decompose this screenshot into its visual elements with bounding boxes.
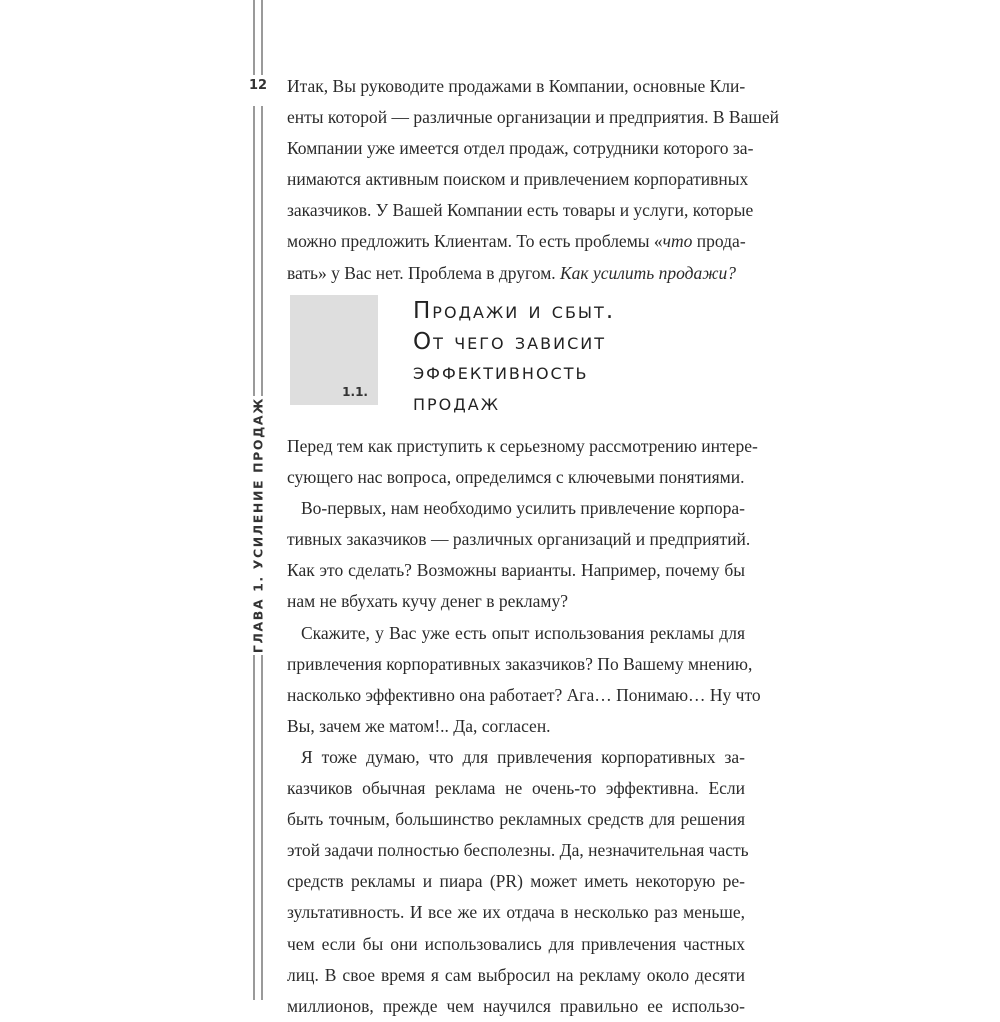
text-line: Вы, зачем же матом!.. Да, согласен. xyxy=(287,715,551,736)
text-line: зультативность. И все же их отдача в несколько раз меньше, xyxy=(287,902,745,923)
text-line xyxy=(287,258,745,289)
text-line: казчиков обычная реклама не очень-то эффективна. Если xyxy=(287,778,745,799)
text-line: средств рекламы и пиара (PR) может иметь некоторую ре- xyxy=(287,871,745,892)
text-segment: Итак, Вы руководите продажами в Компании, основные Кли- xyxy=(287,76,746,96)
margin-rule xyxy=(253,106,255,396)
text-line: насколько эффективно она работает? Ага… Понимаю… Ну что xyxy=(287,684,761,705)
text-line: этой задачи полностью бесполезны. Да, незначительная часть xyxy=(287,840,749,861)
text-line: Скажите, у Вас уже есть опыт использования рекламы для xyxy=(301,622,745,643)
text-line: миллионов, прежде чем научился правильно ее использо- xyxy=(287,995,745,1016)
text-line xyxy=(287,71,745,102)
text-segment: Компании уже имеется отдел продаж, сотрудники которого за- xyxy=(287,138,754,159)
text-line: Как это сделать? Возможны варианты. Например, почему бы xyxy=(287,560,745,581)
margin-rule xyxy=(261,655,263,1000)
text-line: тивных заказчиков — различных организаций и предприятий. xyxy=(287,529,751,550)
text-segment: нимаются активным поиском и привлечением корпоративных xyxy=(287,169,749,190)
italic-text: что xyxy=(662,231,693,252)
margin-rule xyxy=(261,106,263,396)
italic-text: Как усилить продажи? xyxy=(560,262,737,283)
text-line xyxy=(287,102,779,133)
margin-rule xyxy=(261,0,263,75)
text-line: Я тоже думаю, что для привлечения корпоративных за- xyxy=(301,746,745,767)
text-line: нам не вбухать кучу денег в рекламу? xyxy=(287,591,568,612)
text-segment: вать» у Вас нет. Проблема в другом. xyxy=(287,262,561,283)
text-segment: заказчиков. У Вашей Компании есть товары и услуги, которые xyxy=(287,200,754,221)
text-line xyxy=(287,133,754,164)
section-title-line: продаж xyxy=(413,389,500,416)
section-title-line: эффективность xyxy=(413,359,589,385)
text-line: чем если бы они использовались для привлечения частных xyxy=(287,933,745,954)
text-line: сующего нас вопроса, определимся с ключевыми понятиями. xyxy=(287,467,745,488)
intro-paragraph xyxy=(287,71,779,289)
text-line xyxy=(287,164,749,195)
text-segment: енты которой — различные организации и предприятия. В Вашей xyxy=(287,107,779,128)
section-number: 1.1. xyxy=(342,385,368,399)
section-title-line: От чего зависит xyxy=(413,328,606,355)
section-title xyxy=(413,296,615,418)
body-text xyxy=(287,431,761,1022)
text-line xyxy=(287,226,745,257)
text-segment: можно предложить Клиентам. То есть проблемы « xyxy=(287,231,663,252)
text-line: быть точным, большинство рекламных средств для решения xyxy=(287,809,745,830)
running-head: ГЛАВА 1. УСИЛЕНИЕ ПРОДАЖ xyxy=(250,396,266,654)
text-line: Во-первых, нам необходимо усилить привлечение корпора- xyxy=(301,498,745,519)
text-line: привлечения корпоративных заказчиков? По Вашему мнению, xyxy=(287,653,753,674)
section-number-box xyxy=(290,295,378,405)
text-line: лиц. В свое время я сам выбросил на рекламу около десяти xyxy=(287,964,745,985)
text-line: Перед тем как приступить к серьезному рассмотрению интере- xyxy=(287,436,758,456)
section-title-line: Продажи и сбыт. xyxy=(413,298,616,324)
text-segment: прода- xyxy=(692,231,746,252)
margin-rule xyxy=(253,0,255,75)
text-line xyxy=(287,195,754,226)
margin-rule xyxy=(253,655,255,1000)
page-number: 12 xyxy=(248,78,268,93)
